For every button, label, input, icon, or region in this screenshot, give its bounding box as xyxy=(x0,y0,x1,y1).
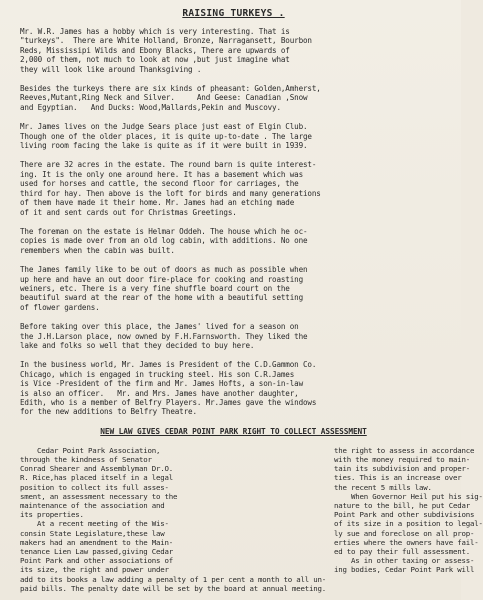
paragraph-7: Before taking over this place, the James' lived for a season on the J.H.Larson place, now owned by F.H.Farnsworth. They liked the lake and folks so well that they decided to buy here. xyxy=(20,322,308,350)
paragraph-3: Mr. James lives on the Judge Sears place just east of Elgin Club. Though one of the older places, it is quite up-to-date . The large living room facing the lake is quite as if it were built in 1939. xyxy=(20,122,312,151)
section-title: NEW LAW GIVES CEDAR POINT PARK RIGHT TO COLLECT ASSESSMENT xyxy=(100,426,367,436)
right-column: the right to assess in accordance with the money required to main- tain its subdivision and proper- ties. This is an increase over the recent 5 mills law. When Governor Heil put his sig- nature to the bill, he put Cedar Point Park and other subdivisions of its size in a position to legal- ly sue and foreclose on all prop- erties where the owners have fail- ed to pay their full assessment. As in other taxing or assess- ing bodies, Cedar Point Park will xyxy=(333,445,483,575)
left-column: Cedar Point Park Association, through the kindness of Senator Conrad Shearer and Assemblyman Dr.O. R. Rice,has placed itself in a legal position to collect its full asses- sment, an assessment necessary to the maintenance of the association and its properties. At a recent meeting of the Wis- consin State Legislature,these law makers had an amendment to the Main- tenance Lien Law passed,giving Cedar Point Park and other associations of its size, the right and power under add to its books a law adding a penalty of 1 per cent a month to all un- paid bills. The penalty date will be set by the board at annual meeting. xyxy=(20,445,326,593)
paragraph-5: The foreman on the estate is Helmar Oddeh. The house which he oc- copies is made over from an old log cabin, with additions. No one remembers when the cabin was built. xyxy=(20,226,308,255)
document-title: RAISING TURKEYS . xyxy=(182,8,285,19)
paragraph-4: There are 32 acres in the estate. The round barn is quite interest- ing. It is the only one around here. It has a basement which was used for horses and cattle, the second floor for carriages, the third for hay. Then above is the loft for birds and many generations of them have made it their home. Mr. James had an etching made of it and sent cards out for Christmas Greetings. xyxy=(20,160,321,217)
paragraph-2: Besides the turkeys there are six kinds of pheasant: Golden,Amherst, Reeves,Mutant,Ring Neck and Silver. And Geese: Canadian ,Snow and Egyptian. And Ducks: Wood,Mallards,Pekin and Muscovy. xyxy=(20,84,321,112)
paragraph-1: Mr. W.R. James has a hobby which is very interesting. That is "turkeys". There are White Holland, Bronze, Narragansett, Bourbon Reds, Mississipi Wilds and Ebony Blacks, There are upwards of 2,000 of them, not much to look at now ,but just imagine what they will look like around Thanksgiving . xyxy=(20,27,312,74)
paragraph-6: The James family like to be out of doors as much as possible when up here and have an out door fire-place for cooking and roasting weiners, etc. There is a very fine shuffle board court on the beautiful sward at the rear of the home with a beautiful setting of flower gardens. xyxy=(20,265,308,312)
paragraph-8: In the business world, Mr. James is President of the C.D.Gammon Co. Chicago, which is engaged in trucking steel. His son C.R.James is Vice -President of the firm and Mr. James Hofts, a son-in-law is also an officer. Mr. and Mrs. James have another daughter, Edith, who is a member of Belfry Players. Mr.James gave the windows for the new additions to Belfry Theatre. xyxy=(20,360,317,417)
two-column-article xyxy=(20,445,483,593)
